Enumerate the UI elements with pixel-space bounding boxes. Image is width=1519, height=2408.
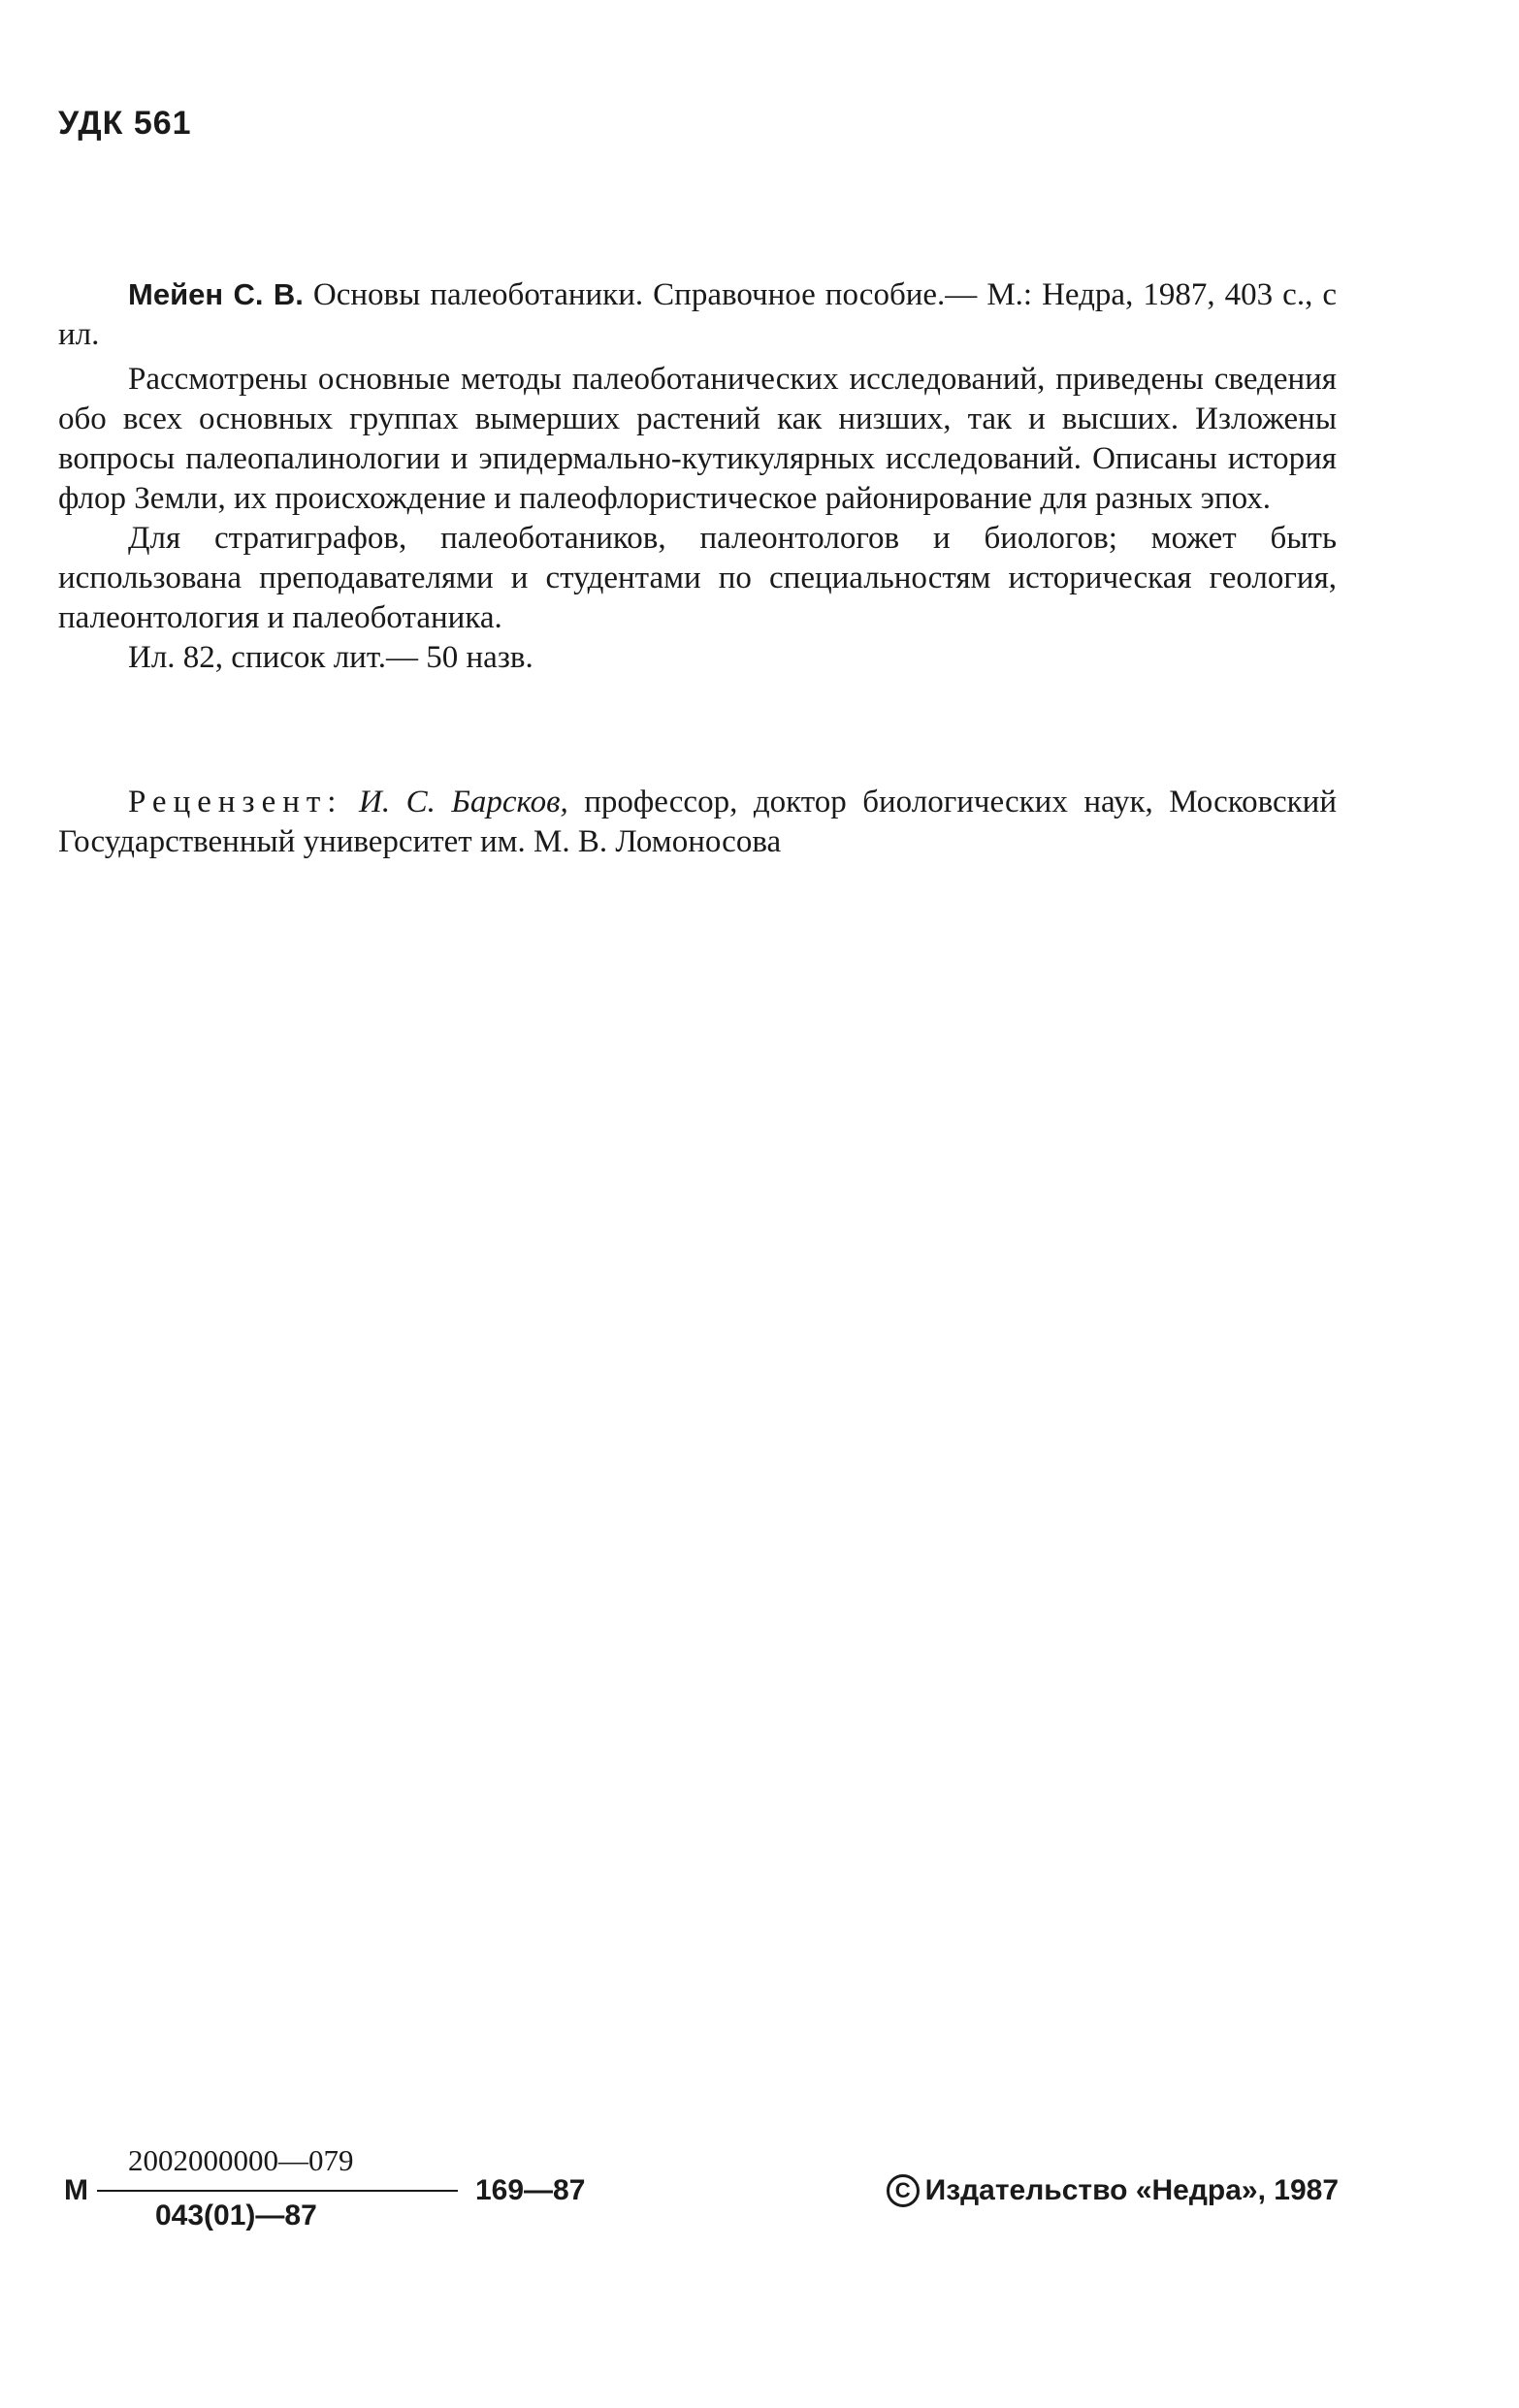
abstract bbox=[58, 360, 1337, 678]
reviewer-block bbox=[58, 783, 1337, 862]
reviewer-details: профессор, доктор биологических наук, Московский Государственный университет им. М. В. Ломоносова bbox=[58, 785, 1337, 859]
copyright-notice bbox=[887, 2174, 1339, 2207]
reviewer-label: Рецензент: bbox=[128, 785, 343, 819]
reviewer-paragraph bbox=[58, 783, 1337, 862]
udk-code: УДК 561 bbox=[58, 105, 192, 142]
bibliographic-text: Основы палеоботаники. Справочное пособие.— М.: Недра, 1987, 403 с., с ил. bbox=[58, 277, 1337, 352]
abstract-paragraph: Для стратиграфов, палеоботаников, палеонтологов и биологов; может быть использована преподавателями и студентами по специальностям историческая геология, палеонтология и палеоботаника. bbox=[58, 521, 1337, 635]
bibliographic-paragraph bbox=[58, 274, 1337, 355]
imprint-numerator: 2002000000—079 bbox=[128, 2143, 354, 2177]
fraction-line bbox=[97, 2190, 458, 2192]
bibliographic-record bbox=[58, 274, 1337, 355]
imprint-m-letter: М bbox=[64, 2174, 88, 2206]
author-name: Мейен С. В. bbox=[128, 277, 304, 311]
imprint bbox=[58, 2143, 1339, 2240]
imprint-denominator: 043(01)—87 bbox=[155, 2199, 317, 2231]
copyright-icon: С bbox=[887, 2174, 920, 2207]
abstract-paragraph: Рассмотрены основные методы палеоботанических исследований, приведены сведения обо всех основных группах вымерших растений как низших, так и высших. Изложены вопросы палеопалинологии и эпидермально-кутикулярных исследований. Описаны история флор Земли, их происхождение и палеофлористическое районирование для разных эпох. bbox=[58, 362, 1337, 516]
abstract-paragraph: Ил. 82, список лит.— 50 назв. bbox=[128, 640, 533, 675]
imprint-code: 169—87 bbox=[475, 2174, 586, 2206]
copyright-text: Издательство «Недра», 1987 bbox=[924, 2174, 1339, 2206]
reviewer-name: И. С. Барсков, bbox=[359, 785, 568, 819]
